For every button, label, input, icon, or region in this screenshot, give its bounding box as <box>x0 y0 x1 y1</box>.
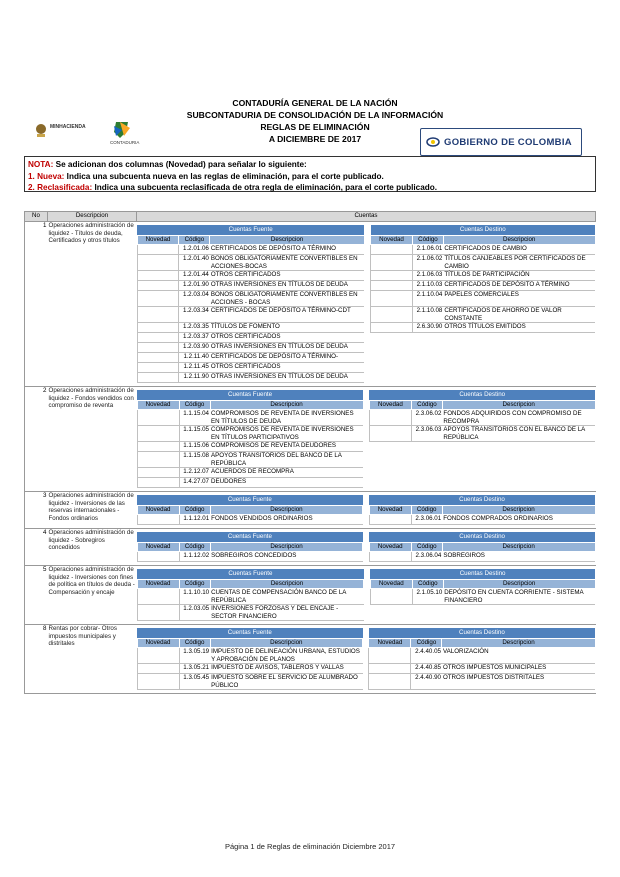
account-row <box>137 426 595 442</box>
fuente-descripcion: COMPROMISOS DE REVENTA DEUDORES <box>210 442 363 452</box>
fuente-descripcion: OTROS CERTIFICADOS <box>210 363 364 373</box>
fuente-codigo: 1.2.11.90 <box>179 373 210 383</box>
col-descripcion-fuente: Descripcion <box>210 401 363 410</box>
rule-description: Rentas por cobrar- Otros impuestos municipales y distritales <box>48 625 117 647</box>
nota-item-1-label: 1. Nueva: <box>28 171 65 181</box>
account-row <box>137 373 595 383</box>
novedad-cell <box>137 442 179 452</box>
novedad-cell <box>137 426 179 442</box>
novedad-cell <box>371 271 413 281</box>
fuente-descripcion: BONOS OBLIGATORIAMENTE CONVERTIBLES EN ACCIONES-BOCAS <box>210 255 364 271</box>
novedad-cell <box>369 664 411 674</box>
band-destino: Cuentas Destino <box>370 569 595 580</box>
fuente-codigo: 1.2.11.40 <box>179 353 210 363</box>
nota-item-2-label: 2. Reclasificada: <box>28 183 93 192</box>
col-descripcion-fuente: Descripcion <box>210 506 363 515</box>
header-line-4: A DICIEMBRE DE 2017 <box>268 134 362 144</box>
logo-left-text-1: MINHACIENDA <box>50 124 86 130</box>
fuente-codigo: 1.3.05.21 <box>179 664 210 674</box>
destino-codigo: 2.6.30.90 <box>412 323 443 333</box>
fuente-descripcion: CERTIFICADOS DE DEPÓSITO A TÉRMINO- <box>210 353 364 363</box>
account-row <box>137 410 595 426</box>
account-row <box>137 468 595 478</box>
col-codigo-fuente: Código <box>179 401 210 410</box>
account-row <box>137 343 595 353</box>
novedad-cell <box>137 552 179 562</box>
novedad-cell <box>137 353 179 363</box>
band-destino: Cuentas Destino <box>369 390 595 401</box>
fuente-descripcion: OTRAS INVERSIONES EN TÍTULOS DE DEUDA <box>210 281 364 291</box>
destino-descripcion: OTROS TÍTULOS EMITIDOS <box>443 323 595 333</box>
destino-descripcion: OTROS IMPUESTOS MUNICIPALES <box>442 664 595 674</box>
minhacienda-logo <box>30 118 160 152</box>
fuente-codigo: 1.2.01.90 <box>179 281 210 291</box>
fuente-descripcion: INVERSIONES FORZOSAS Y DEL ENCAJE - SECTOR FINANCIERO <box>210 605 364 621</box>
nota-item-2-text: Indica una subcuenta reclasificada de otra regla de eliminación, para el corte publicado. <box>92 183 438 192</box>
band-fuente: Cuentas Fuente <box>137 532 363 543</box>
fuente-descripcion: IMPUESTO DE AVISOS, TABLEROS Y VALLAS <box>210 664 362 674</box>
destino-descripcion: FONDOS ADQUIRIDOS CON COMPROMISO DE RECOMPRA <box>442 410 595 426</box>
fuente-descripcion: DEUDORES <box>210 478 363 488</box>
empty-destino <box>371 373 595 383</box>
col-descripcion-destino: Descripcion <box>443 236 595 245</box>
rule-description: Operaciones administración de liquidez - Inversiones de las reservas internacionales - Fondos ordinarios <box>48 492 134 522</box>
account-row <box>137 452 595 468</box>
novedad-cell <box>369 410 411 426</box>
novedad-cell <box>137 373 179 383</box>
accounts-table <box>137 387 596 491</box>
novedad-cell <box>137 515 179 525</box>
col-descripcion-fuente: Descripcion <box>210 543 363 552</box>
fuente-descripcion: SOBREGIROS CONCEDIDOS <box>210 552 363 562</box>
account-row <box>137 478 595 488</box>
destino-descripcion: FONDOS COMPRADOS ORDINARIOS <box>442 515 595 525</box>
account-row <box>137 648 595 664</box>
empty-destino <box>369 478 595 488</box>
fuente-descripcion: OTROS CERTIFICADOS <box>210 271 364 281</box>
novedad-cell <box>137 478 179 488</box>
table-header-row <box>25 212 596 222</box>
nota-label: NOTA: <box>28 160 54 169</box>
destino-descripcion: DEPÓSITO EN CUENTA CORRIENTE - SISTEMA FINANCIERO <box>443 589 595 605</box>
novedad-cell <box>137 605 179 621</box>
rule-block <box>25 387 596 492</box>
col-novedad-destino: Novedad <box>369 506 411 515</box>
col-codigo-fuente: Código <box>179 580 210 589</box>
destino-descripcion: VALORIZACIÓN <box>442 648 595 664</box>
fuente-descripcion: COMPROMISOS DE REVENTA DE INVERSIONES EN TÍTULOS DE DEUDA <box>210 410 363 426</box>
novedad-cell <box>137 255 179 271</box>
empty-destino <box>371 343 595 353</box>
col-descripcion-destino: Descripcion <box>442 401 595 410</box>
fuente-codigo: 1.3.05.19 <box>179 648 210 664</box>
band-fuente: Cuentas Fuente <box>137 495 363 506</box>
fuente-codigo: 1.1.12.02 <box>179 552 210 562</box>
novedad-cell <box>369 515 411 525</box>
fuente-codigo: 1.1.15.05 <box>179 426 210 442</box>
col-novedad-destino: Novedad <box>371 236 413 245</box>
rule-description: Operaciones administración de liquidez - Inversiones con fines de política en títulos de deuda - Compensación y encaje <box>48 566 135 596</box>
rule-block <box>25 566 596 625</box>
col-codigo-fuente: Código <box>179 639 210 648</box>
empty-destino <box>371 363 595 373</box>
destino-descripcion: APOYOS TRANSITORIOS CON EL BANCO DE LA REPÚBLICA <box>442 426 595 442</box>
account-row <box>137 307 595 323</box>
band-destino: Cuentas Destino <box>371 225 595 236</box>
fuente-descripcion: CUENTAS DE COMPENSACIÓN BANCO DE LA REPÚBLICA <box>210 589 364 605</box>
destino-descripcion: CERTIFICADOS DE DEPÓSITO A TÉRMINO <box>443 281 595 291</box>
page-footer: Página 1 de Reglas de eliminación Diciembre 2017 <box>224 842 396 851</box>
col-descripcion-destino: Descripcion <box>442 639 595 648</box>
fuente-descripcion: CERTIFICADOS DE DEPÓSITO A TÉRMINO <box>210 245 364 255</box>
destino-descripcion: PAPELES COMERCIALES <box>443 291 595 307</box>
fuente-codigo: 1.2.03.35 <box>179 323 210 333</box>
destino-codigo: 2.1.10.03 <box>412 281 443 291</box>
rule-accounts <box>137 625 596 694</box>
col-descripcion-destino: Descripcion <box>442 506 595 515</box>
novedad-cell <box>137 343 179 353</box>
col-codigo-destino: Código <box>411 543 442 552</box>
col-novedad-fuente: Novedad <box>137 639 179 648</box>
col-novedad-fuente: Novedad <box>137 580 179 589</box>
fuente-codigo: 1.1.10.10 <box>179 589 210 605</box>
fuente-codigo: 1.4.27.07 <box>179 478 210 488</box>
novedad-cell <box>369 552 411 562</box>
destino-descripcion: CERTIFICADOS DE AHORRO DE VALOR CONSTANTE <box>443 307 595 323</box>
account-row <box>137 271 595 281</box>
novedad-cell <box>137 307 179 323</box>
novedad-cell <box>371 323 413 333</box>
novedad-cell <box>137 674 179 690</box>
col-novedad-fuente: Novedad <box>137 401 179 410</box>
fuente-descripcion: OTRAS INVERSIONES EN TÍTULOS DE DEUDA <box>210 343 364 353</box>
fuente-codigo: 1.2.03.37 <box>179 333 210 343</box>
nota-item-1-text: Indica una subcuenta nueva en las reglas de eliminación, para el corte publicado. <box>64 171 384 181</box>
account-row <box>137 674 595 690</box>
novedad-cell <box>137 452 179 468</box>
destino-descripcion: TÍTULOS DE PARTICIPACIÓN <box>443 271 595 281</box>
fuente-descripcion: ACUERDOS DE RECOMPRA <box>210 468 363 478</box>
novedad-cell <box>369 674 411 690</box>
fuente-codigo: 1.2.12.07 <box>179 468 210 478</box>
col-novedad-destino: Novedad <box>369 639 411 648</box>
empty-destino <box>369 468 595 478</box>
account-row <box>137 291 595 307</box>
destino-codigo: 2.3.06.03 <box>411 426 442 442</box>
novedad-cell <box>137 271 179 281</box>
rule-description: Operaciones administración de liquidez - Títulos de deuda, Certificados y otros títulos <box>48 222 134 244</box>
destino-codigo: 2.1.05.10 <box>412 589 443 605</box>
novedad-cell <box>371 307 413 323</box>
accounts-table <box>137 566 596 624</box>
fuente-codigo: 1.2.11.45 <box>179 363 210 373</box>
novedad-cell <box>370 589 412 605</box>
rule-accounts <box>137 387 596 492</box>
header-line-3: REGLAS DE ELIMINACIÓN <box>260 122 370 132</box>
novedad-cell <box>137 410 179 426</box>
novedad-cell <box>137 323 179 333</box>
destino-codigo: 2.4.40.05 <box>411 648 442 664</box>
fuente-codigo: 1.2.03.04 <box>179 291 210 307</box>
fuente-codigo: 1.2.01.40 <box>179 255 210 271</box>
novedad-cell <box>369 426 411 442</box>
rule-number: 2 <box>25 387 48 492</box>
rule-number: 1 <box>25 222 48 387</box>
col-descripcion-destino: Descripcion <box>443 580 595 589</box>
account-row <box>137 333 595 343</box>
col-novedad-destino: Novedad <box>370 580 412 589</box>
novedad-cell <box>137 281 179 291</box>
col-codigo-fuente: Código <box>179 236 210 245</box>
destino-codigo: 2.4.40.85 <box>411 664 442 674</box>
fuente-codigo: 1.1.12.01 <box>179 515 210 525</box>
destino-codigo: 2.1.10.04 <box>412 291 443 307</box>
nota-text: Se adicionan dos columnas (Novedad) para señalar lo siguiente: <box>53 160 307 169</box>
fuente-codigo: 1.2.01.06 <box>179 245 210 255</box>
novedad-cell <box>369 648 411 664</box>
account-row <box>137 442 595 452</box>
novedad-cell <box>371 291 413 307</box>
logo-left-text-2: CONTADURIA <box>110 140 140 145</box>
novedad-cell <box>137 291 179 307</box>
fuente-codigo: 1.3.05.45 <box>179 674 210 690</box>
rule-description: Operaciones administración de liquidez - Fondos vendidos con compromiso de reventa <box>48 387 134 409</box>
col-codigo-fuente: Código <box>179 506 210 515</box>
novedad-cell <box>371 281 413 291</box>
col-novedad-fuente: Novedad <box>137 543 179 552</box>
rule-accounts <box>137 566 596 625</box>
rule-description: Operaciones administración de liquidez - Sobregiros concedidos <box>48 529 134 551</box>
col-novedad-fuente: Novedad <box>137 506 179 515</box>
col-descripcion-destino: Descripcion <box>442 543 595 552</box>
destino-descripcion: CERTIFICADOS DE CAMBIO <box>443 245 595 255</box>
fuente-codigo: 1.2.03.90 <box>179 343 210 353</box>
header-line-2: SUBCONTADURIA DE CONSOLIDACIÓN DE LA INFORMACIÓN <box>186 110 444 120</box>
col-codigo-destino: Código <box>412 236 443 245</box>
fuente-codigo: 1.2.03.34 <box>179 307 210 323</box>
fuente-descripcion: CERTIFICADOS DE DEPÓSITO A TÉRMINO-CDT <box>210 307 364 323</box>
col-codigo-destino: Código <box>411 639 442 648</box>
nota-box <box>24 156 596 192</box>
empty-destino <box>370 605 595 621</box>
account-row <box>137 515 595 525</box>
col-codigo-destino: Código <box>412 580 443 589</box>
account-row <box>137 255 595 271</box>
novedad-cell <box>137 245 179 255</box>
novedad-cell <box>137 363 179 373</box>
account-row <box>137 589 595 605</box>
col-codigo-destino: Código <box>411 506 442 515</box>
rule-block <box>25 625 596 694</box>
accounts-table <box>137 222 596 386</box>
col-novedad-fuente: Novedad <box>137 236 179 245</box>
destino-codigo: 2.3.06.02 <box>411 410 442 426</box>
band-destino: Cuentas Destino <box>369 532 595 543</box>
novedad-cell <box>137 664 179 674</box>
rule-block <box>25 222 596 387</box>
band-destino: Cuentas Destino <box>369 628 595 639</box>
destino-codigo: 2.4.40.90 <box>411 674 442 690</box>
fuente-descripcion: BONOS OBLIGATORIAMENTE CONVERTIBLES EN ACCIONES - BOCAS <box>210 291 364 307</box>
accounts-table <box>137 625 596 693</box>
novedad-cell <box>371 255 413 271</box>
fuente-descripcion: TÍTULOS DE FOMENTO <box>210 323 364 333</box>
fuente-descripcion: IMPUESTO SOBRE EL SERVICIO DE ALUMBRADO PÚBLICO <box>210 674 362 690</box>
fuente-descripcion: OTROS CERTIFICADOS <box>210 333 364 343</box>
destino-codigo: 2.3.06.01 <box>411 515 442 525</box>
rule-accounts <box>137 222 596 387</box>
fuente-codigo: 1.2.03.05 <box>179 605 210 621</box>
account-row <box>137 245 595 255</box>
empty-destino <box>369 442 595 452</box>
destino-codigo: 2.3.06.04 <box>411 552 442 562</box>
account-row <box>137 353 595 363</box>
fuente-descripcion: COMPROMISOS DE REVENTA DE INVERSIONES EN TÍTULOS PARTICIPATIVOS <box>210 426 363 442</box>
account-row <box>137 664 595 674</box>
account-row <box>137 363 595 373</box>
header-line-1: CONTADURÍA GENERAL DE LA NACIÓN <box>232 98 398 108</box>
col-no-header: No <box>25 212 48 222</box>
destino-codigo: 2.1.06.01 <box>412 245 443 255</box>
novedad-cell <box>137 589 179 605</box>
band-fuente: Cuentas Fuente <box>137 569 364 580</box>
rule-accounts <box>137 492 596 529</box>
novedad-cell <box>137 333 179 343</box>
gobierno-text: GOBIERNO DE COLOMBIA <box>444 136 572 148</box>
rule-accounts <box>137 529 596 566</box>
fuente-descripcion: FONDOS VENDIDOS ORDINARIOS <box>210 515 363 525</box>
novedad-cell <box>137 648 179 664</box>
band-fuente: Cuentas Fuente <box>137 225 364 236</box>
col-codigo-destino: Código <box>411 401 442 410</box>
col-desc-header: Descripcion <box>48 212 137 222</box>
col-cuentas-header: Cuentas <box>137 212 596 222</box>
fuente-codigo: 1.1.15.06 <box>179 442 210 452</box>
band-fuente: Cuentas Fuente <box>137 390 363 401</box>
fuente-codigo: 1.1.15.08 <box>179 452 210 468</box>
destino-descripcion: OTROS IMPUESTOS DISTRITALES <box>442 674 595 690</box>
destino-descripcion: SOBREGIROS <box>442 552 595 562</box>
empty-destino <box>371 353 595 363</box>
fuente-descripcion: APOYOS TRANSITORIOS DEL BANCO DE LA REPÚBLICA <box>210 452 363 468</box>
destino-codigo: 2.1.06.03 <box>412 271 443 281</box>
rule-number: 5 <box>25 566 48 625</box>
rule-block <box>25 492 596 529</box>
empty-destino <box>371 333 595 343</box>
col-descripcion-fuente: Descripcion <box>210 580 364 589</box>
fuente-codigo: 1.1.15.04 <box>179 410 210 426</box>
account-row <box>137 552 595 562</box>
destino-descripcion: TÍTULOS CANJEABLES POR CERTIFICADOS DE CAMBIO <box>443 255 595 271</box>
accounts-table <box>137 492 596 528</box>
rule-number: 3 <box>25 492 48 529</box>
rules-table <box>24 211 596 694</box>
empty-destino <box>369 452 595 468</box>
accounts-table <box>137 529 596 565</box>
destino-codigo: 2.1.10.08 <box>412 307 443 323</box>
account-row <box>137 281 595 291</box>
rule-number: 4 <box>25 529 48 566</box>
novedad-cell <box>371 245 413 255</box>
rule-block <box>25 529 596 566</box>
account-row <box>137 323 595 333</box>
col-novedad-destino: Novedad <box>369 543 411 552</box>
col-descripcion-fuente: Descripcion <box>210 639 362 648</box>
destino-codigo: 2.1.06.02 <box>412 255 443 271</box>
col-codigo-fuente: Código <box>179 543 210 552</box>
rule-number: 8 <box>25 625 48 694</box>
novedad-cell <box>137 468 179 478</box>
fuente-codigo: 1.2.01.44 <box>179 271 210 281</box>
fuente-descripcion: OTRAS INVERSIONES EN TÍTULOS DE DEUDA <box>210 373 364 383</box>
band-destino: Cuentas Destino <box>369 495 595 506</box>
col-novedad-destino: Novedad <box>369 401 411 410</box>
col-descripcion-fuente: Descripcion <box>210 236 364 245</box>
band-fuente: Cuentas Fuente <box>137 628 363 639</box>
fuente-descripcion: IMPUESTO DE DELINEACIÓN URBANA, ESTUDIOS Y APROBACIÓN DE PLANOS <box>210 648 362 664</box>
account-row <box>137 605 595 621</box>
